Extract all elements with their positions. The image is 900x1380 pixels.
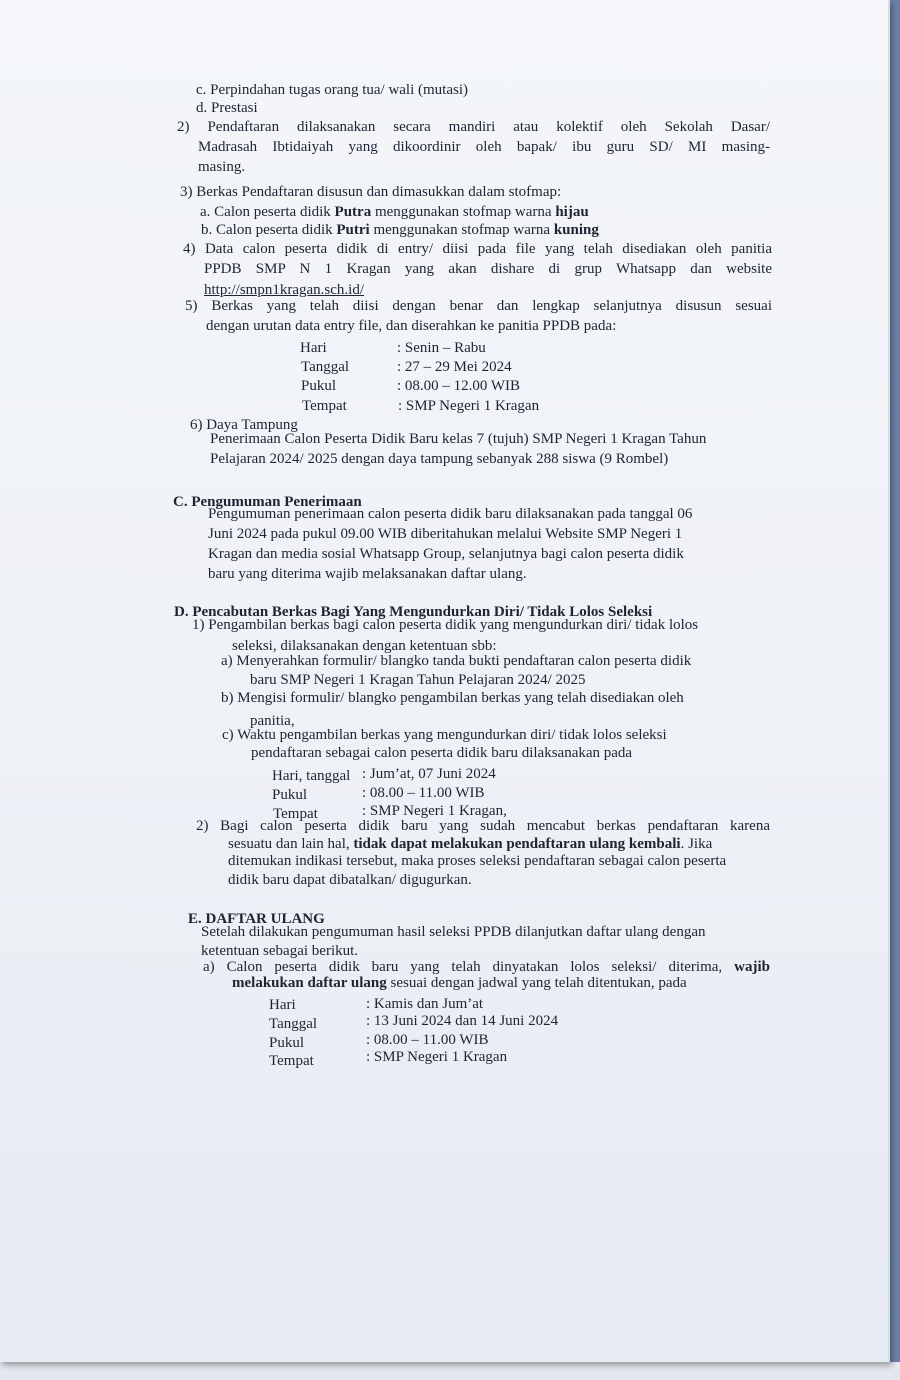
section-e-title: E. DAFTAR ULANG	[188, 911, 325, 927]
section-d-a-line-2: baru SMP Negeri 1 Kragan Tahun Pelajaran 2024/ 2025	[250, 672, 586, 688]
sched-value: : 08.00 – 12.00 WIB	[397, 378, 521, 394]
section-d-title: D. Pencabutan Berkas Bagi Yang Mengundurkan Diri/ Tidak Lolos Seleksi	[174, 604, 653, 620]
sched-value: : Kamis dan Jum’at	[366, 996, 484, 1012]
item-2-line-1: 2) Pendaftaran dilaksanakan secara mandiri atau kolektif oleh Sekolah Dasar/	[177, 119, 770, 135]
item-6: 6) Daya Tampung	[190, 417, 298, 433]
section-d-item-2-line-4: didik baru dapat dibatalkan/ digugurkan.	[228, 872, 472, 888]
section-d-item-2-line-1: 2) Bagi calon peserta didik baru yang sudah mencabut berkas pendaftaran karena	[196, 818, 770, 834]
item-3: 3) Berkas Pendaftaran disusun dan dimasukkan dalam stofmap:	[180, 184, 562, 200]
section-d-b-line-2: panitia,	[250, 713, 295, 729]
item-2-line-3: masing.	[198, 159, 246, 175]
item-3a: a. Calon peserta didik Putra menggunakan stofmap warna hijau	[200, 204, 589, 220]
section-c-title: C. Pengumuman Penerimaan	[173, 494, 362, 510]
section-d-b-line-1: b) Mengisi formulir/ blangko pengambilan berkas yang telah disediakan oleh	[221, 690, 684, 706]
sched-label: Tanggal	[269, 1016, 318, 1032]
sched-label: Pukul	[272, 787, 308, 803]
section-c-body-2: Juni 2024 pada pukul 09.00 WIB diberitahukan melalui Website SMP Negeri 1	[208, 526, 683, 542]
section-d-item-2-line-2: sesuatu dan lain hal, tidak dapat melakukan pendaftaran ulang kembali. Jika	[228, 836, 713, 852]
section-e-a-line-2: melakukan daftar ulang sesuai dengan jadwal yang telah ditentukan, pada	[232, 975, 687, 991]
item-6-body-1: Penerimaan Calon Peserta Didik Baru kelas 7 (tujuh) SMP Negeri 1 Kragan Tahun	[210, 431, 707, 447]
section-d-c-line-2: pendaftaran sebagai calon peserta didik baru dilaksanakan pada	[251, 745, 633, 761]
sched-value: : 08.00 – 11.00 WIB	[366, 1032, 489, 1048]
sched-value: : 27 – 29 Mei 2024	[397, 359, 512, 375]
sched-label: Pukul	[301, 378, 337, 394]
sched-label: Tempat	[273, 806, 318, 822]
sched-value: : Senin – Rabu	[397, 340, 486, 356]
sched-value: : SMP Negeri 1 Kragan,	[362, 803, 507, 819]
sched-value: : SMP Negeri 1 Kragan	[366, 1049, 508, 1065]
item-3b: b. Calon peserta didik Putri menggunakan stofmap warna kuning	[201, 222, 599, 238]
sched-label: Hari	[269, 997, 296, 1013]
section-d-a-line-1: a) Menyerahkan formulir/ blangko tanda bukti pendaftaran calon peserta didik	[221, 653, 692, 669]
section-c-body-3: Kragan dan media sosial Whatsapp Group, selanjutnya bagi calon peserta didik	[208, 546, 684, 562]
background-sheet	[0, 1362, 900, 1380]
sched-label: Hari	[300, 340, 327, 356]
section-d-c-line-1: c) Waktu pengambilan berkas yang mengundurkan diri/ tidak lolos seleksi	[222, 727, 667, 743]
sched-value: : 13 Juni 2024 dan 14 Juni 2024	[366, 1013, 559, 1029]
sched-label: Hari, tanggal	[272, 768, 351, 784]
section-c-body-1: Pengumuman penerimaan calon peserta didik baru dilaksanakan pada tanggal 06	[208, 506, 693, 522]
item-4-line-2: PPDB SMP N 1 Kragan yang akan dishare di grup Whatsapp dan website	[204, 261, 772, 277]
section-d-item-2-line-3: ditemukan indikasi tersebut, maka proses seleksi pendaftaran sebagai calon peserta	[228, 853, 727, 869]
item-6-body-2: Pelajaran 2024/ 2025 dengan daya tampung sebanyak 288 siswa (9 Rombel)	[210, 451, 669, 467]
section-e-a-line-1: a) Calon peserta didik baru yang telah dinyatakan lolos seleksi/ diterima, wajib	[203, 959, 770, 975]
item-4-line-1: 4) Data calon peserta didik di entry/ diisi pada file yang telah disediakan oleh panitia	[183, 241, 772, 257]
section-e-body-2: ketentuan sebagai berikut.	[201, 943, 359, 959]
sched-label: Tempat	[302, 398, 347, 414]
sched-value: : SMP Negeri 1 Kragan	[398, 398, 540, 414]
sched-value: : 08.00 – 11.00 WIB	[362, 785, 485, 801]
section-d-item-1-line-1: 1) Pengambilan berkas bagi calon peserta didik yang mengundurkan diri/ tidak lolos	[192, 617, 699, 633]
item-2-line-2: Madrasah Ibtidaiyah yang dikoordinir oleh bapak/ ibu guru SD/ MI masing-	[198, 139, 770, 155]
section-d-item-1-line-2: seleksi, dilaksanakan dengan ketentuan sbb:	[232, 638, 497, 654]
sched-label: Pukul	[269, 1035, 305, 1051]
list-item-c: c. Perpindahan tugas orang tua/ wali (mutasi)	[196, 82, 469, 98]
list-item-d: d. Prestasi	[196, 100, 258, 116]
sched-label: Tanggal	[301, 359, 350, 375]
section-c-body-4: baru yang diterima wajib melaksanakan daftar ulang.	[208, 566, 527, 582]
section-e-body-1: Setelah dilakukan pengumuman hasil seleksi PPDB dilanjutkan daftar ulang dengan	[201, 924, 706, 940]
item-5-line-2: dengan urutan data entry file, dan diserahkan ke panitia PPDB pada:	[206, 318, 617, 334]
website-link[interactable]: http://smpn1kragan.sch.id/	[204, 282, 364, 298]
sched-label: Tempat	[269, 1053, 314, 1069]
item-5-line-1: 5) Berkas yang telah diisi dengan benar dan lengkap selanjutnya disusun sesuai	[185, 298, 772, 314]
sched-value: : Jum’at, 07 Juni 2024	[362, 766, 496, 782]
